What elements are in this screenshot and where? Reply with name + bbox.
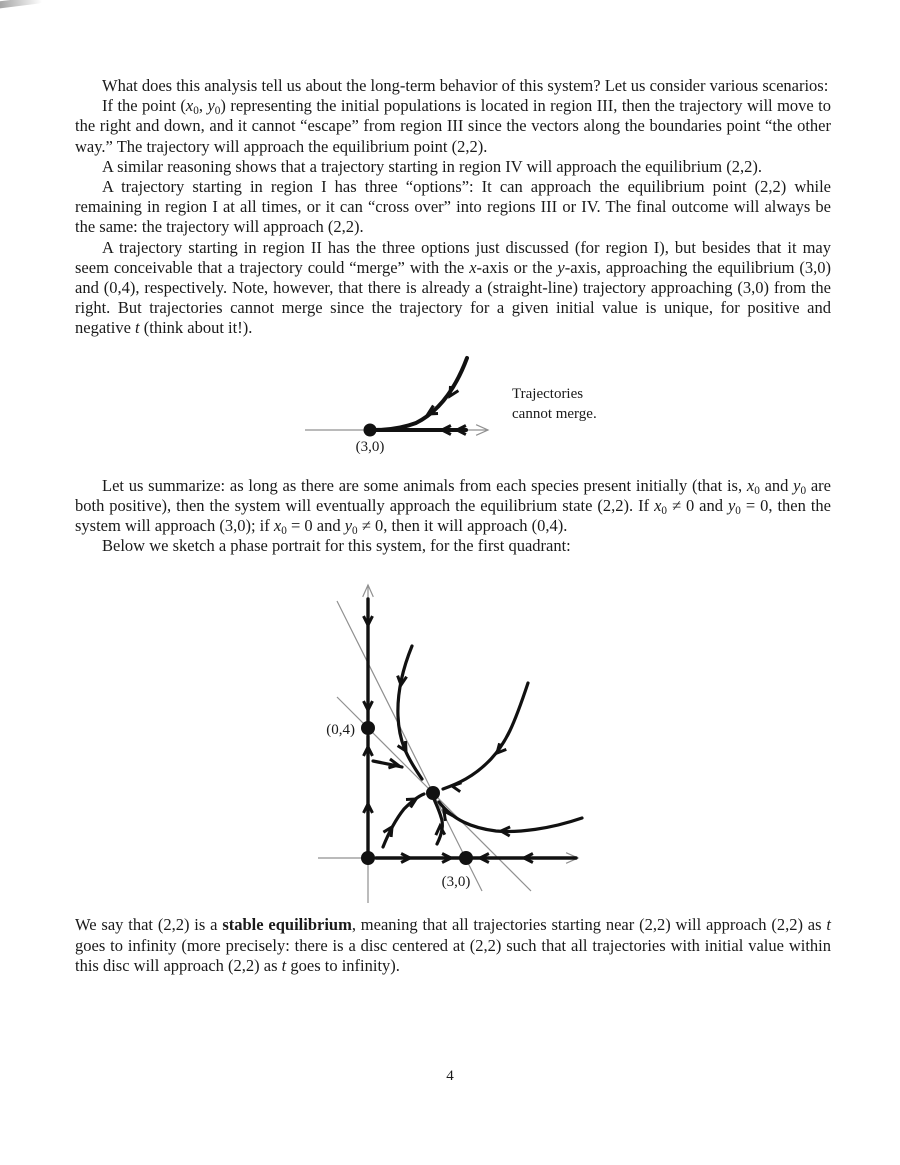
text-run: 0 xyxy=(193,105,199,118)
text-run: x xyxy=(654,495,662,515)
text-run: = 0 and xyxy=(286,516,345,536)
point-label-0-4: (0,4) xyxy=(326,722,355,739)
text-run: What does this analysis tell us about the long-term behavior of this system? Let us consider various scenarios: xyxy=(102,76,829,95)
text-run: 0 xyxy=(800,484,807,497)
trajectory-lower-left xyxy=(383,794,424,847)
equilibrium-dot xyxy=(459,851,473,865)
text-run: x xyxy=(273,516,282,536)
text-run: Let us summarize: as long as there are some animals from each species present initially (that is, xyxy=(102,475,747,495)
paragraph-stable-equilibrium xyxy=(75,915,831,976)
text-run: goes to infinity). xyxy=(286,955,400,975)
paragraph-region-iii xyxy=(75,96,831,157)
caption-line-1: Trajectories xyxy=(512,385,584,402)
phase-portrait-diagram xyxy=(310,573,590,903)
text-run: = 0, then the system will approach (3,0); if xyxy=(75,495,831,536)
equilibrium-dot xyxy=(426,786,440,800)
text-run: We say that (2,2) is a xyxy=(75,915,223,935)
text-run: A trajectory starting in region I has three “options”: It can approach the equilibrium point (2,2) while remaining in region I at all times, or it can “cross over” into regions III or IV. The final outcome will always be the same: the trajectory will approach (2,2). xyxy=(75,177,831,237)
point-label-3-0: (3,0) xyxy=(355,438,385,455)
text-run: are both positive), then the system will eventually approach the equilibrium state (2,2). If xyxy=(75,475,831,515)
text-run: x xyxy=(469,257,477,277)
scan-artifact-mark xyxy=(0,0,42,9)
point-label-3-0: (3,0) xyxy=(441,874,471,891)
text-run: -axis, approaching the equilibrium (3,0) and (0,4), respectively. Note, however, that there is already a (straight-line) trajectory approaching (3,0) from the right. But trajectories cannot merge since the trajectory for a given initial value is unique, for positive and negative xyxy=(75,257,831,338)
figure-phase-portrait xyxy=(310,573,590,903)
paragraph-region-i xyxy=(75,177,831,238)
trajectory-lower-right xyxy=(439,802,582,831)
text-run: x xyxy=(185,96,194,116)
text-run: 0 xyxy=(214,105,221,118)
equilibrium-dot xyxy=(364,423,377,436)
document-text-block xyxy=(75,76,831,976)
text-run: y xyxy=(207,96,215,116)
text-run: 0 xyxy=(352,525,358,538)
text-run: goes to infinity (more precisely: there is a disc centered at (2,2) such that all trajectories with initial value within this disc will approach (2,2) as xyxy=(75,935,831,975)
text-run: ≠ 0, then it will approach (0,4). xyxy=(357,516,568,536)
text-run: , xyxy=(198,96,208,116)
text-run: t xyxy=(826,915,831,935)
text-run: 0 xyxy=(735,504,741,517)
text-run: y xyxy=(344,516,353,536)
text-run: ) representing the initial populations is located in region III, then the trajectory will move to the right and down, and it cannot “escape” from region III since the vectors along the boundaries point “the other way.” The trajectory will approach the equilibrium point (2,2). xyxy=(75,96,832,156)
page-number: 4 xyxy=(446,1068,454,1084)
equilibrium-dot xyxy=(361,851,375,865)
text-run: A trajectory starting in region II has the three options just discussed (for region I), but besides that it may seem conceivable that a trajectory could “merge” with the xyxy=(75,237,831,277)
paragraph-region-iv xyxy=(75,157,831,177)
equilibrium-dot xyxy=(361,721,375,735)
text-run: 0 xyxy=(281,525,287,538)
figure-trajectories-cannot-merge xyxy=(300,352,610,460)
paragraph-phase-portrait-intro xyxy=(75,536,831,556)
text-run: x xyxy=(746,475,755,495)
text-run: (think about it!). xyxy=(139,318,253,338)
text-run: t xyxy=(281,955,287,975)
text-run: If the point ( xyxy=(102,96,186,116)
axis-line xyxy=(337,601,482,891)
trajectory-upper-right xyxy=(443,683,528,789)
text-run: y xyxy=(793,475,801,495)
trajectory-arrowhead-icon xyxy=(452,783,462,792)
paragraph-summary xyxy=(75,476,831,537)
caption-line-2: cannot merge. xyxy=(512,405,597,422)
text-run: A similar reasoning shows that a trajectory starting in region IV will approach the equilibrium (2,2). xyxy=(102,156,762,176)
paragraph-region-ii xyxy=(75,238,831,339)
text-run: 0 xyxy=(661,504,667,517)
text-run: -axis or the xyxy=(476,257,558,277)
text-run: ≠ 0 and xyxy=(667,495,728,515)
text-run: t xyxy=(135,318,140,338)
trajectories-cannot-merge-diagram xyxy=(300,352,610,460)
text-run: , meaning that all trajectories starting near (2,2) will approach (2,2) as xyxy=(351,915,827,935)
text-run: y xyxy=(557,257,565,277)
text-run: and xyxy=(759,475,794,495)
text-run: Below we sketch a phase portrait for this system, for the first quadrant: xyxy=(102,536,571,556)
paragraph-long-term-behavior xyxy=(75,76,831,96)
trajectory-top xyxy=(398,646,422,779)
text-run: stable equilibrium xyxy=(222,915,352,935)
text-run: y xyxy=(727,495,736,515)
text-run: 0 xyxy=(754,484,760,497)
